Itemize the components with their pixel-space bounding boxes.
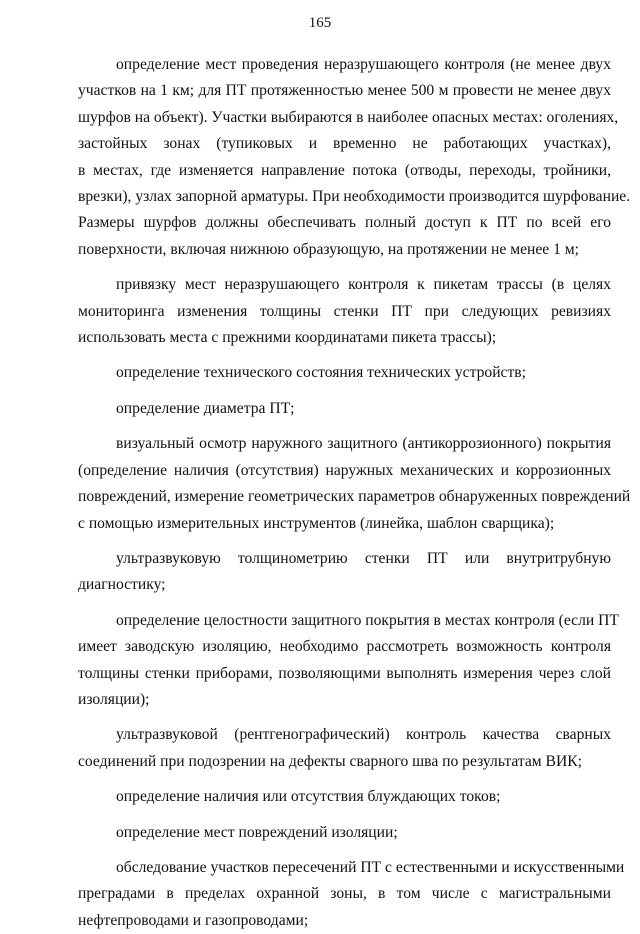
- text-line: Размеры шурфов должны обеспечивать полный доступ к ПТ по всей его: [78, 214, 611, 232]
- text-line: определение мест проведения неразрушающего контроля (не менее двух: [116, 56, 611, 73]
- text-line: преградами в пределах охранной зоны, в том числе с магистральными: [78, 885, 611, 903]
- paragraph-p2: [78, 272, 611, 351]
- text-line: обследование участков пересечений ПТ с естественными и искусственными: [116, 858, 625, 876]
- text-line: соединений при подозрении на дефекты сварного шва по результатам ВИК;: [78, 752, 582, 770]
- document-body: [78, 52, 631, 934]
- text-line: изоляции);: [78, 690, 150, 708]
- text-line: с помощью измерительных инструментов (линейка, шаблон сварщика);: [78, 514, 555, 532]
- paragraph-p8: [78, 722, 611, 775]
- paragraph-p10: [78, 820, 611, 846]
- text-line: врезки), узлах запорной арматуры. При необходимости производится шурфование.: [78, 188, 631, 206]
- text-line: определение мест повреждений изоляции;: [116, 823, 398, 841]
- paragraph-p4: [78, 396, 611, 422]
- paragraph-p7: [78, 608, 619, 714]
- text-line: имеет заводскую изоляцию, необходимо рассмотреть возможность контроля: [78, 638, 611, 656]
- text-line: повреждений, измерение геометрических параметров обнаруженных повреждений: [78, 488, 631, 506]
- paragraph-p6: [78, 546, 611, 599]
- text-line: привязку мест неразрушающего контроля к пикетам трассы (в целях: [116, 276, 611, 294]
- paragraph-p9: [78, 784, 611, 810]
- text-line: визуальный осмотр наружного защитного (антикоррозионного) покрытия: [116, 435, 611, 453]
- text-line: определение наличия или отсутствия блуждающих токов;: [116, 788, 501, 806]
- text-line: ультразвуковой (рентгенографический) контроль качества сварных: [116, 726, 611, 744]
- paragraph-p5: [78, 431, 631, 537]
- text-line: в местах, где изменяется направление потока (отводы, переходы, тройники,: [78, 161, 611, 179]
- text-line: определение диаметра ПТ;: [116, 399, 295, 417]
- paragraph-p1: [78, 52, 631, 263]
- text-line: определение технического состояния технических устройств;: [116, 364, 526, 382]
- text-line: мониторинга изменения толщины стенки ПТ при следующих ревизиях: [78, 302, 611, 320]
- text-line: застойных зонах (тупиковых и временно не работающих участках),: [78, 135, 611, 153]
- text-line: диагностику;: [78, 576, 166, 594]
- paragraph-p11: [78, 855, 625, 934]
- text-line: использовать места с прежними координатами пикета трассы);: [78, 329, 497, 347]
- text-line: (определение наличия (отсутствия) наружных механических и коррозионных: [78, 461, 611, 479]
- text-line: определение целостности защитного покрытия в местах контроля (если ПТ: [116, 611, 619, 629]
- page-number: 165: [308, 15, 332, 31]
- text-line: нефтепроводами и газопроводами;: [78, 911, 309, 929]
- text-line: участков на 1 км; для ПТ протяженностью менее 500 м провести не менее двух: [78, 82, 611, 100]
- text-line: шурфов на объект). Участки выбираются в наиболее опасных местах: оголениях,: [78, 108, 619, 126]
- text-line: поверхности, включая нижнюю образующую, на протяжении не менее 1 м;: [78, 240, 579, 258]
- text-line: ультразвуковую толщинометрию стенки ПТ или внутритрубную: [116, 549, 611, 567]
- text-line: толщины стенки приборами, позволяющими выполнять измерения через слой: [78, 664, 611, 682]
- paragraph-p3: [78, 360, 611, 386]
